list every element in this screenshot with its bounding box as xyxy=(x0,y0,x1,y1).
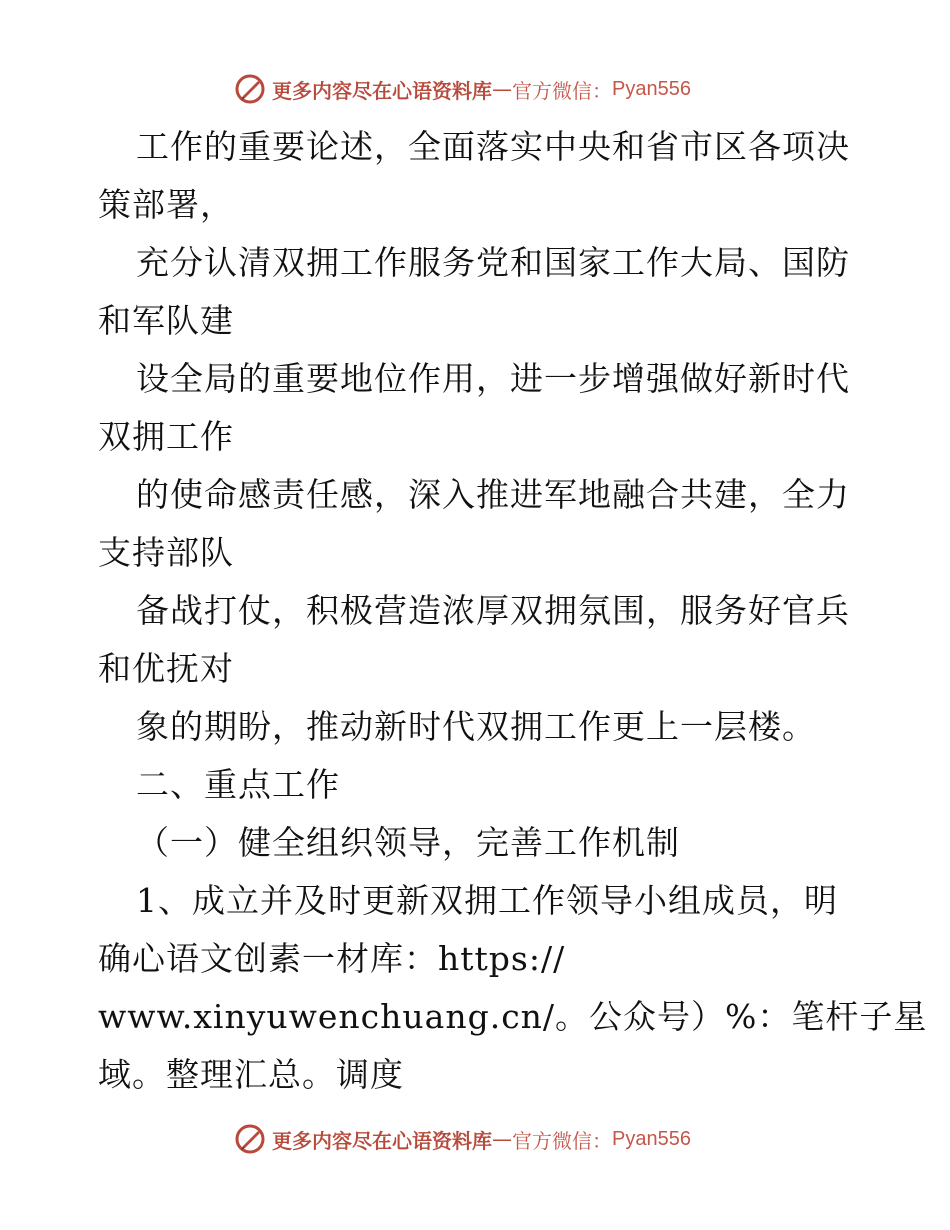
footer-separator: — xyxy=(492,1127,512,1151)
subsection-heading: （一）健全组织领导，完善工作机制 xyxy=(136,823,680,862)
header-contact-label: 官方微信： xyxy=(512,78,612,103)
header-banner xyxy=(234,72,691,106)
header-separator: — xyxy=(492,77,512,101)
body-line: 象的期盼，推动新时代双拥工作更上一层楼。 xyxy=(136,707,816,746)
footer-contact-label: 官方微信： xyxy=(512,1128,612,1153)
body-line: 的使命感责任感，深入推进军地融合共建，全力 xyxy=(136,475,850,514)
body-line: 1、成立并及时更新双拥工作领导小组成员，明 xyxy=(136,881,838,920)
body-line: 充分认清双拥工作服务党和国家工作大局、国防 xyxy=(136,243,850,282)
body-line: 确心语文创素一材库：https:// xyxy=(98,939,566,978)
header-slogan: 更多内容尽在心语资料库 xyxy=(272,78,492,103)
body-line: 设全局的重要地位作用，进一步增强做好新时代 xyxy=(136,359,850,398)
header-wechat-id: Pyan556 xyxy=(612,77,691,100)
body-line: 和军队建 xyxy=(98,301,234,340)
body-line: 双拥工作 xyxy=(98,417,234,456)
footer-wechat-id: Pyan556 xyxy=(612,1127,691,1150)
body-line: 和优抚对 xyxy=(98,649,234,688)
quill-pen-logo-icon xyxy=(234,1123,266,1155)
body-line: 支持部队 xyxy=(98,533,234,572)
body-line: 策部署， xyxy=(98,185,234,224)
body-line: 工作的重要论述，全面落实中央和省市区各项决 xyxy=(136,127,850,166)
footer-banner xyxy=(234,1122,691,1156)
body-line: www.xinyuwenchuang.cn/。公众号）%：笔杆子星 xyxy=(98,997,928,1036)
footer-slogan: 更多内容尽在心语资料库 xyxy=(272,1128,492,1153)
body-line: 备战打仗，积极营造浓厚双拥氛围，服务好官兵 xyxy=(136,591,850,630)
quill-pen-logo-icon xyxy=(234,73,266,105)
body-line: 域。整理汇总。调度 xyxy=(98,1055,404,1094)
section-heading: 二、重点工作 xyxy=(136,765,340,804)
